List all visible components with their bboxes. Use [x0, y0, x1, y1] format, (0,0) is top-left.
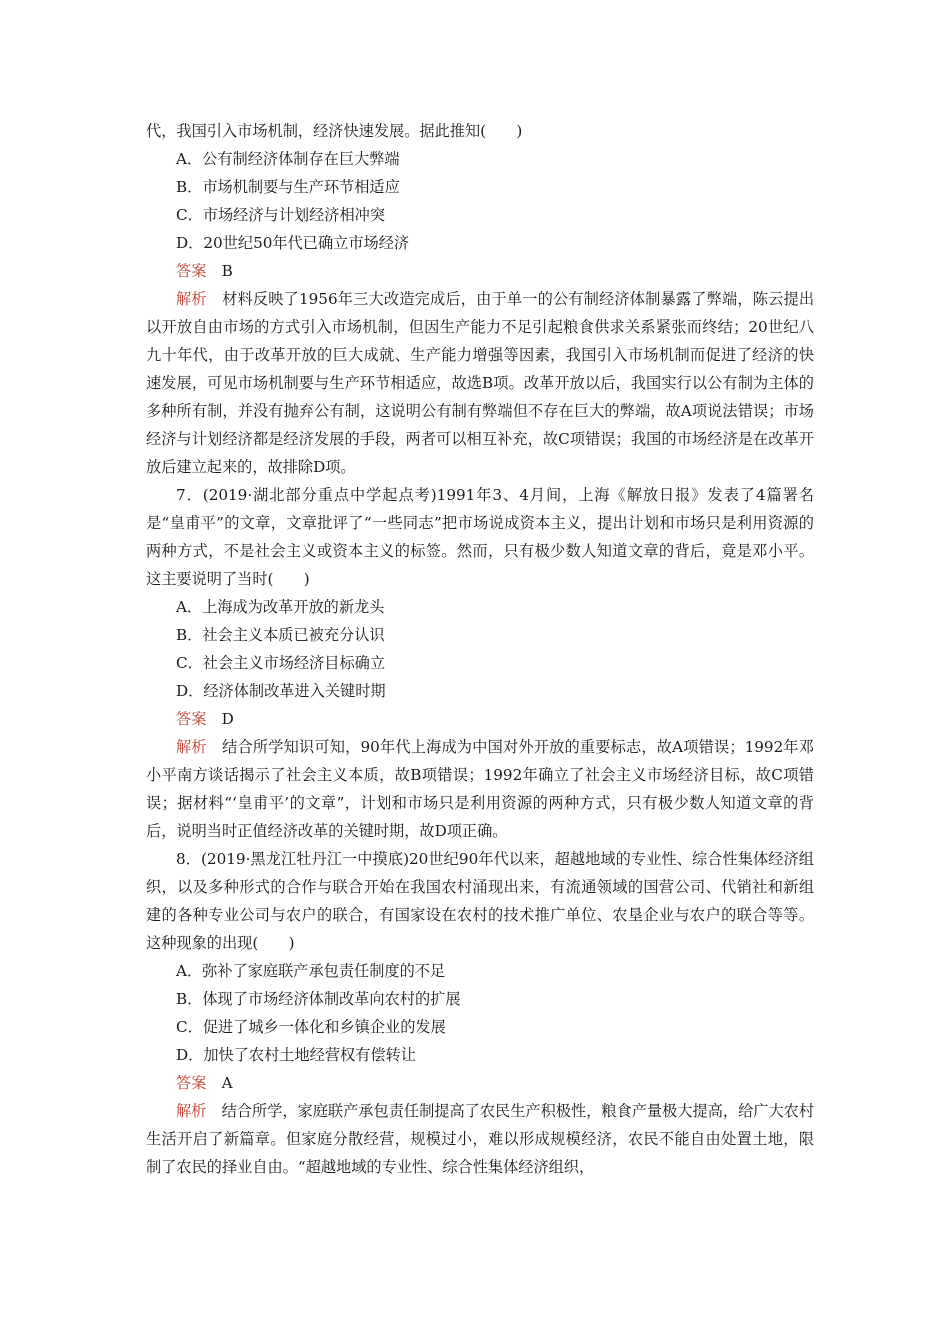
question-6-option-b: B．市场机制要与生产环节相适应: [176, 178, 400, 196]
question-8-stem: 8．(2019·黑龙江牡丹江一中摸底)20世纪90年代以来，超越地域的专业性、综合性集体经济组织，以及多种形式的合作与联合开始在我国农村涌现出来，有流通领域的国营公司、代销社和新组建的各种专业公司与农户的联合，有国家设在农村的技术推广单位、农垦企业与农户的联合等等。这种现象的出现( ): [146, 850, 814, 952]
question-8-option-b: B．体现了市场经济体制改革向农村的扩展: [176, 990, 461, 1008]
question-8-option-d: D．加快了农村土地经营权有偿转让: [176, 1046, 416, 1064]
question-6-option-d: D．20世纪50年代已确立市场经济: [176, 234, 410, 252]
question-8-option-c: C．促进了城乡一体化和乡镇企业的发展: [176, 1018, 446, 1036]
question-7-option-a: A．上海成为改革开放的新龙头: [176, 598, 385, 616]
analysis-label: 解析: [176, 1102, 207, 1120]
question-6-option-a: A．公有制经济体制存在巨大弊端: [176, 150, 400, 168]
analysis-text: 结合所学，家庭联产承包责任制提高了农民生产积极性，粮食产量极大提高，给广大农村生活开启了新篇章。但家庭分散经营，规模过小，难以形成规模经济，农民不能自由处置土地，限制了农民的择业自由。“超越地域的专业性、综合性集体经济组织，: [146, 1102, 815, 1176]
question-7-answer: [146, 705, 814, 733]
answer-label: 答案: [176, 262, 207, 280]
answer-value: B: [221, 262, 233, 280]
question-7-stem: 7．(2019·湖北部分重点中学起点考)1991年3、4月间，上海《解放日报》发表了4篇署名是“皇甫平”的文章，文章批评了“一些同志”把市场说成资本主义，提出计划和市场只是利用资源的两种方式，不是社会主义或资本主义的标签。然而，只有极少数人知道文章的背后，竟是邓小平。这主要说明了当时( ): [146, 486, 814, 588]
page-content: [146, 117, 814, 1181]
question-6-answer: [146, 257, 814, 285]
answer-label: 答案: [176, 1074, 207, 1092]
question-8-option-a: A．弥补了家庭联产承包责任制度的不足: [176, 962, 446, 980]
question-6: [146, 117, 814, 481]
analysis-text: 结合所学知识可知，90年代上海成为中国对外开放的重要标志，故A项错误；1992年邓小平南方谈话揭示了社会主义本质，故B项错误；1992年确立了社会主义市场经济目标，故C项错误；据材料“‘皇甫平’的文章”，计划和市场只是利用资源的两种方式，只有极少数人知道文章的背后，说明当时正值经济改革的关键时期，故D项正确。: [146, 738, 814, 840]
question-6-option-c: C．市场经济与计划经济相冲突: [176, 206, 386, 224]
question-7: [146, 481, 814, 845]
question-6-analysis: [146, 285, 814, 481]
answer-label: 答案: [176, 710, 207, 728]
analysis-label: 解析: [176, 738, 207, 756]
question-8-answer: [146, 1069, 814, 1097]
analysis-text: 材料反映了1956年三大改造完成后，由于单一的公有制经济体制暴露了弊端，陈云提出以开放自由市场的方式引入市场机制，但因生产能力不足引起粮食供求关系紧张而终结；20世纪八九十年代，由于改革开放的巨大成就、生产能力增强等因素，我国引入市场机制而促进了经济的快速发展，可见市场机制要与生产环节相适应，故选B项。改革开放以后，我国实行以公有制为主体的多种所有制，并没有抛弃公有制，这说明公有制有弊端但不存在巨大的弊端，故A项说法错误；市场经济与计划经济都是经济发展的手段，两者可以相互补充，故C项错误；我国的市场经济是在改革开放后建立起来的，故排除D项。: [146, 290, 815, 476]
answer-value: D: [221, 710, 234, 728]
analysis-label: 解析: [176, 290, 207, 308]
question-7-option-c: C．社会主义市场经济目标确立: [176, 654, 386, 672]
question-7-option-b: B．社会主义本质已被充分认识: [176, 626, 385, 644]
question-8: [146, 845, 814, 1181]
question-8-analysis: [146, 1097, 814, 1181]
answer-value: A: [221, 1074, 233, 1092]
question-7-option-d: D．经济体制改革进入关键时期: [176, 682, 386, 700]
question-7-analysis: [146, 733, 814, 845]
question-6-stem: 代，我国引入市场机制，经济快速发展。据此推知( ): [146, 122, 523, 140]
